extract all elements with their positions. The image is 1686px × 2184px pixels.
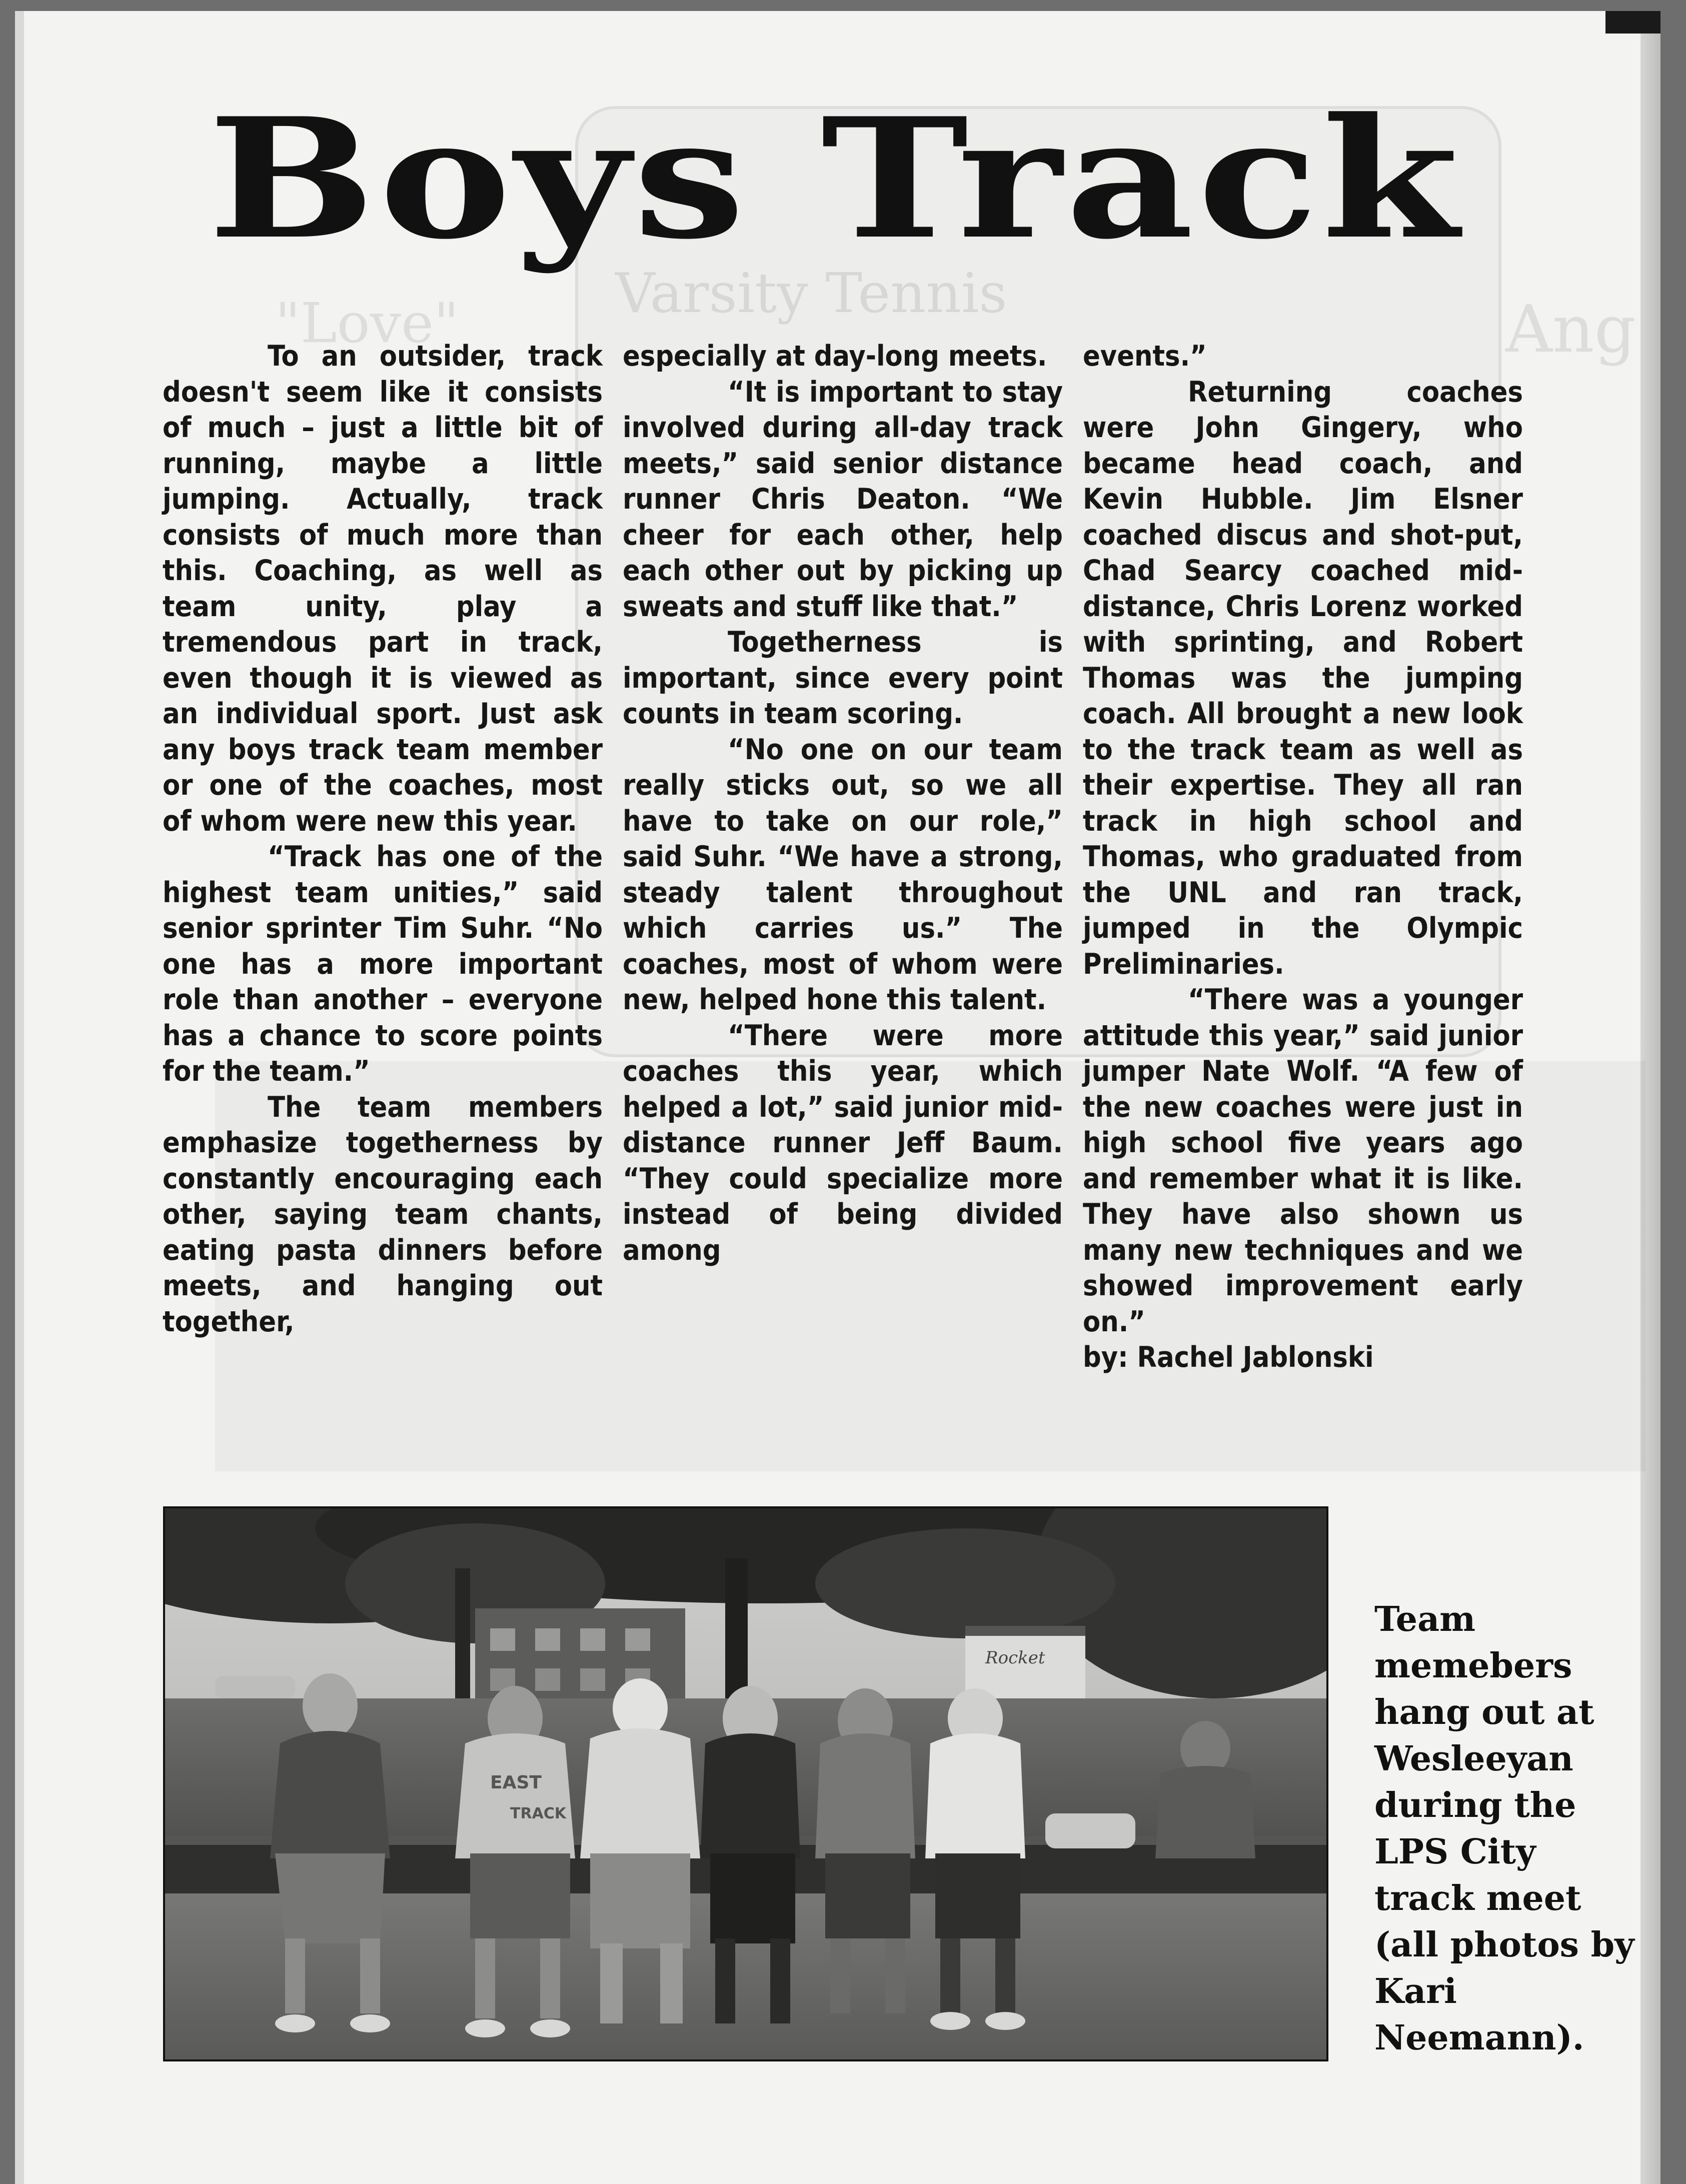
bleed-through-quote: "Love" bbox=[275, 291, 459, 355]
byline: by: Rachel Jablonski bbox=[1083, 1341, 1374, 1374]
scan-corner-mark bbox=[1605, 11, 1660, 34]
page-left-edge bbox=[15, 11, 24, 2184]
paragraph: Togetherness is important, since every point counts in team scoring. bbox=[623, 626, 1063, 730]
bleed-through-heading: Varsity Tennis bbox=[615, 261, 1007, 325]
paragraph: “There were more coaches this year, which helped a lot,” said junior mid-distance runner Jeff Baum. “They could specialize more instead of being divided among bbox=[623, 1019, 1063, 1267]
team-photo-image bbox=[165, 1508, 1326, 2059]
sweatshirt-text-east: EAST bbox=[490, 1772, 542, 1793]
sweatshirt-text-track: TRACK bbox=[510, 1805, 567, 1822]
photo-caption: Team memebers hang out at Wesleeyan during the LPS City track meet (all photos by Kari Neemann). bbox=[1374, 1599, 1634, 2058]
paragraph: especially at day-long meets. bbox=[623, 340, 1047, 373]
paragraph: “No one on our team really sticks out, so we all have to take on our role,” said Suhr. “We have a strong, steady talent throughout which carries us.” The coaches, most of whom were new, helped hone this talent. bbox=[623, 733, 1063, 1016]
paragraph: “There was a younger attitude this year,” said junior jumper Nate Wolf. “A few of the new coaches were just in high school five years ago and remember what it is like. They have also shown us many new techniques and we showed improvement early on.” bbox=[1083, 983, 1523, 1338]
article-column-2 bbox=[623, 339, 1063, 1268]
page-title: Boys Track bbox=[208, 82, 1463, 276]
article-column-1 bbox=[163, 339, 603, 1340]
paragraph: To an outsider, track doesn't seem like it consists of much – just a little bit of running, maybe a little jumping. Actually, track consists of much more than this. Coaching, as well as team unity, play a tremendous part in track, even though it is viewed as an individual sport. Just ask any boys track team member or one of the coaches, most of whom were new this year. bbox=[163, 340, 603, 838]
yearbook-page bbox=[15, 11, 1660, 2184]
team-photo bbox=[163, 1506, 1328, 2061]
paragraph: events.” bbox=[1083, 340, 1207, 373]
article-column-3 bbox=[1083, 339, 1523, 1376]
paragraph: The team members emphasize togetherness by constantly encouraging each other, saying team chants, eating pasta dinners before meets, and hanging out together, bbox=[163, 1090, 603, 1338]
paragraph: “Track has one of the highest team unities,” said senior sprinter Tim Suhr. “No one has a more important role than another – everyone has a chance to score points for the team.” bbox=[163, 840, 603, 1088]
bleed-through-word: Ang bbox=[1505, 291, 1636, 367]
paragraph: Returning coaches were John Gingery, who became head coach, and Kevin Hubble. Jim Elsner coached discus and shot-put, Chad Searcy coached mid-distance, Chris Lorenz worked with sprinting, and Robert Thomas was the jumping coach. All brought a new look to the track team as well as their expertise. They all ran track in high school and Thomas, who graduated from the UNL and ran track, jumped in the Olympic Preliminaries. bbox=[1083, 375, 1523, 981]
trailer-label: Rocket bbox=[985, 1648, 1045, 1668]
paragraph: “It is important to stay involved during all-day track meets,” said senior distance runner Chris Deaton. “We cheer for each other, help each other out by picking up sweats and stuff like that.” bbox=[623, 375, 1063, 623]
